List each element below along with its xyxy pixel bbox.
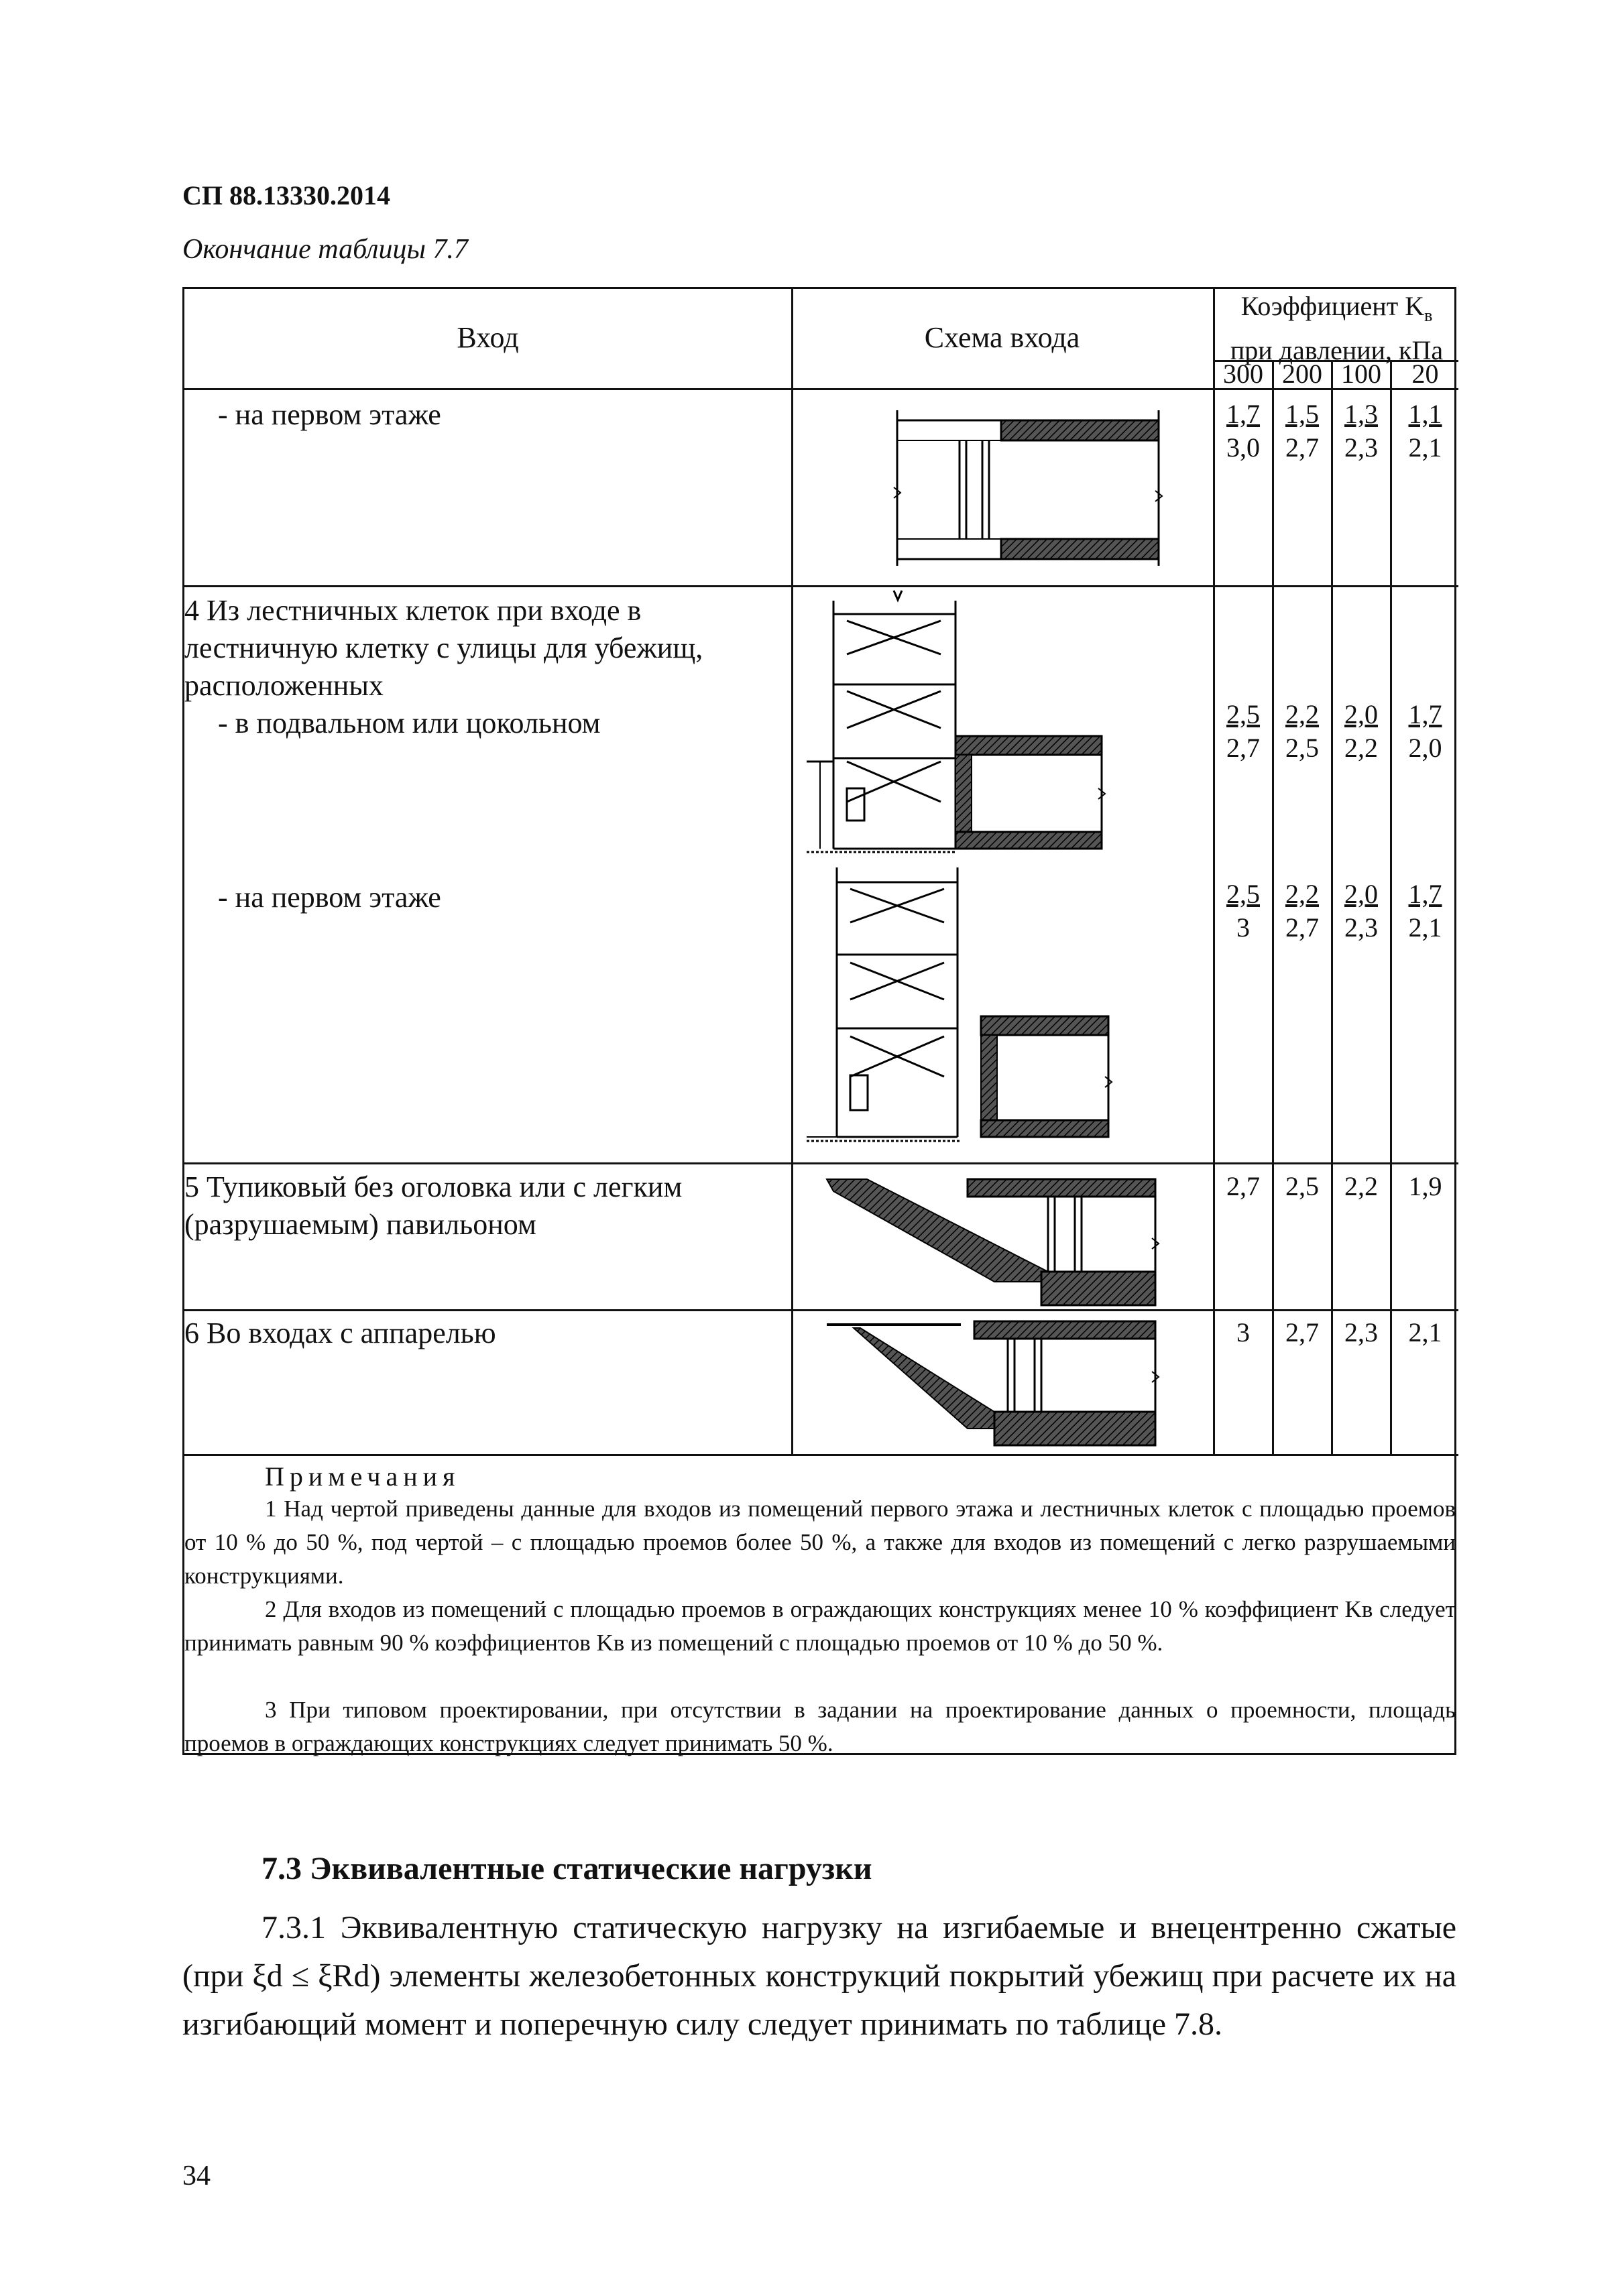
row1-300: 1,7 3,0 (1226, 399, 1260, 463)
row5-100: 2,2 (1344, 1171, 1378, 1201)
pressure-200: 200 (1282, 359, 1322, 389)
pressure-20: 20 (1411, 359, 1439, 389)
row4-label: 4 Из лестничных клеток при входе в лестничную клетку с улицы для убежищ, расположенных (184, 594, 703, 702)
row4b-200: 2,2 2,7 (1285, 879, 1319, 943)
row4b-20: 1,7 2,1 (1408, 879, 1442, 943)
row5-300: 2,7 (1226, 1171, 1260, 1201)
row4-200: 2,2 2,5 (1285, 699, 1319, 763)
row1-20: 1,1 2,1 (1408, 399, 1442, 463)
header-scheme: Схема входа (924, 321, 1080, 354)
document-code: СП 88.13330.2014 (182, 180, 390, 210)
header-coefficient: Коэффициент $K_в$ при давлении, кПа (1230, 291, 1444, 365)
row5-20: 1,9 (1408, 1171, 1442, 1201)
row4-first-floor-label: - на первом этаже (218, 881, 441, 914)
row4-20: 1,7 2,0 (1408, 699, 1442, 763)
row4-300: 2,5 2,7 (1226, 699, 1260, 763)
row6-label: 6 Во входах с аппарелью (184, 1317, 496, 1349)
row6-20: 2,1 (1408, 1317, 1442, 1347)
row6-100: 2,3 (1344, 1317, 1378, 1347)
row4-100: 2,0 2,2 (1344, 699, 1378, 763)
pressure-100: 100 (1341, 359, 1381, 389)
row4-basement-label: - в подвальном или цокольном (218, 707, 601, 739)
row4b-100: 2,0 2,3 (1344, 879, 1378, 943)
scheme-stairwell-entrances (793, 587, 1213, 1162)
row5-200: 2,5 (1285, 1171, 1319, 1201)
row1-100: 1,3 2,3 (1344, 399, 1378, 463)
section-title: 7.3 Эквивалентные статические нагрузки (262, 1851, 872, 1886)
section-paragraph: 7.3.1 Эквивалентную статическую нагрузку на изгибаемые и внецентренно сжатые (при ξd ≤ ξRd) элементы железобетонных конструкций покрытий убежищ при расчете их на изгибающий момент и поперечную силу следует принимать по таблице 7.8. (182, 1910, 1456, 2042)
page-number: 34 (182, 2161, 211, 2191)
row4b-300: 2,5 3 (1226, 879, 1260, 943)
pressure-300: 300 (1223, 359, 1263, 389)
header-entry: Вход (457, 321, 519, 354)
notes-title: Примечания (265, 1461, 461, 1492)
scheme-dead-end-entrance (793, 1164, 1213, 1309)
row6-300: 3 (1236, 1317, 1250, 1347)
table-7-7 (182, 287, 1456, 1755)
row-first-floor-label: - на первом этаже (218, 398, 441, 431)
row5-label: 5 Тупиковый без оголовка или с легким (разрушаемым) павильоном (184, 1170, 683, 1241)
note-1: 1 Над чертой приведены данные для входов из помещений первого этажа и лестничных клеток с площадью проемов от 10 % до 50 %, под чертой – с площадью проемов более 50 %, а также для входов из помещений с легко разрушаемыми конструкциями. (184, 1496, 1456, 1589)
table-caption: Окончание таблицы 7.7 (182, 234, 468, 265)
row6-200: 2,7 (1285, 1317, 1319, 1347)
note-2: 2 Для входов из помещений с площадью проемов в ограждающих конструкциях менее 10 % коэффициент Kв следует принимать равным 90 % коэффициентов Kв из помещений с площадью проемов от 10 % до 50 %. (184, 1596, 1456, 1656)
scheme-ramp-entrance (793, 1311, 1213, 1454)
note-3: 3 При типовом проектировании, при отсутствии в задании на проектирование данных о проемности, площадь проемов в ограждающих конструкциях следует принимать 50 %. (184, 1697, 1456, 1756)
row1-200: 1,5 2,7 (1285, 399, 1319, 463)
scheme-first-floor-entrance (793, 390, 1213, 585)
